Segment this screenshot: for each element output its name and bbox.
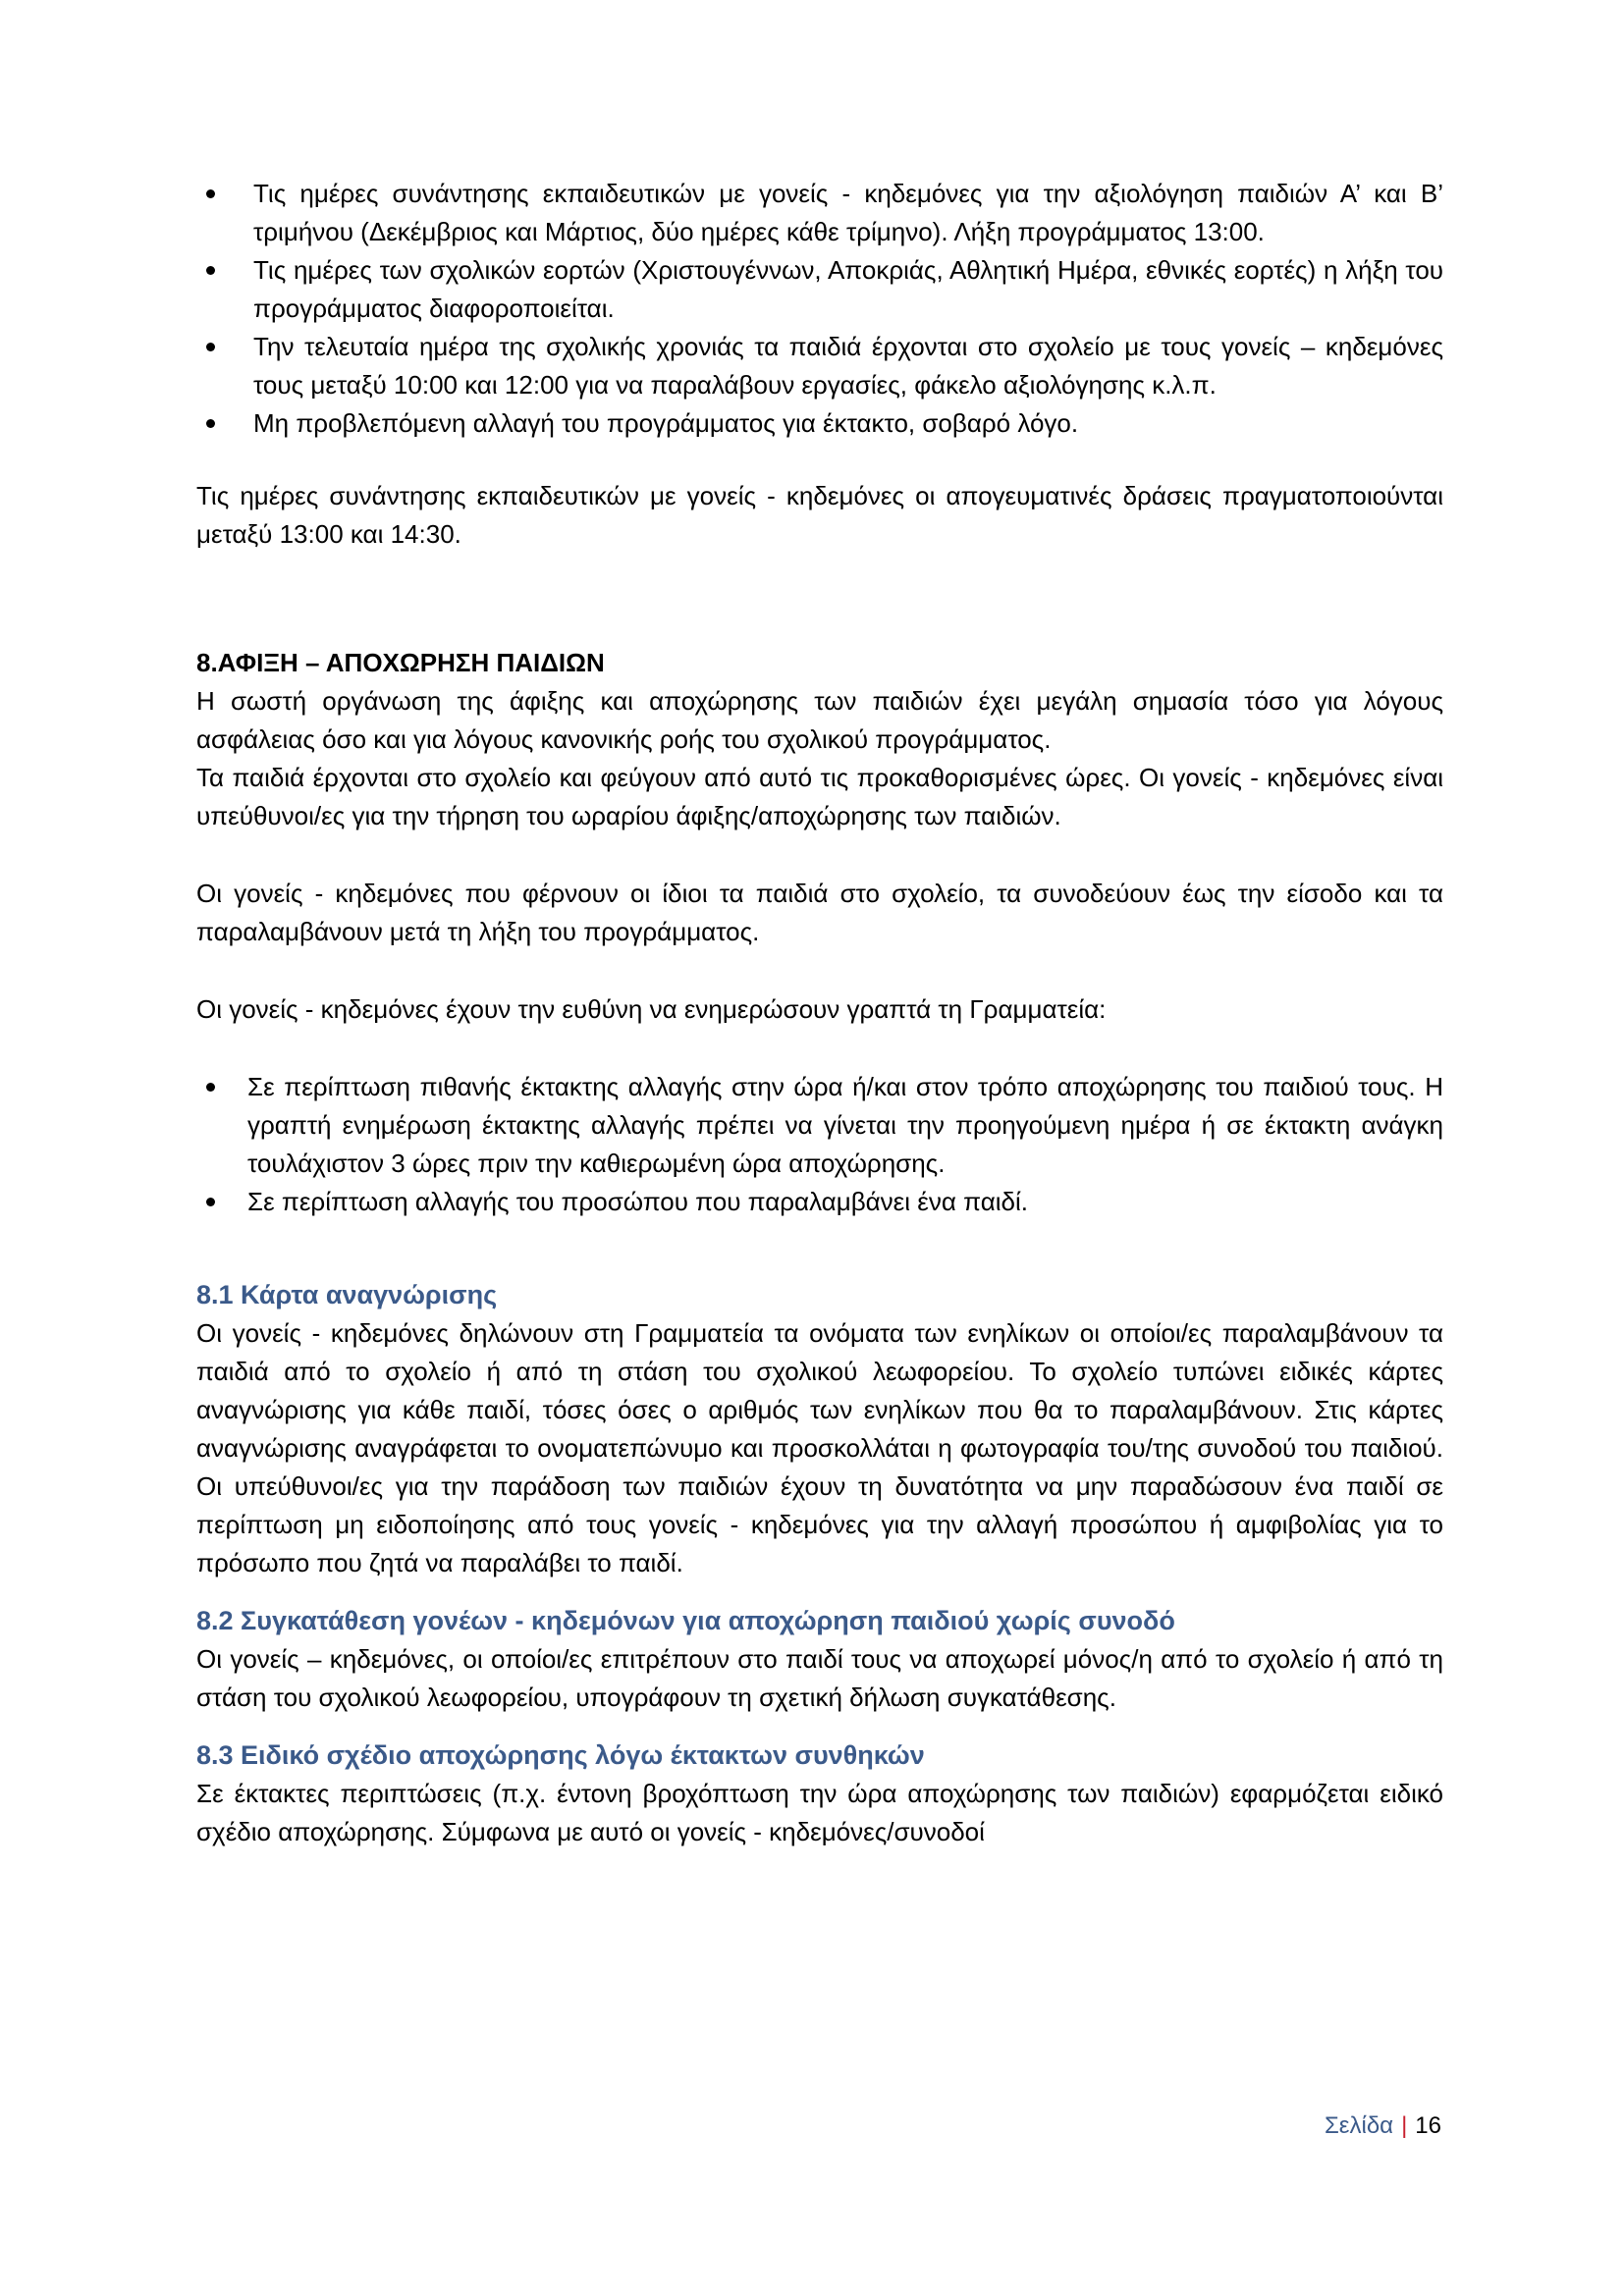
section-8-paragraph-2: Τα παιδιά έρχονται στο σχολείο και φεύγουν από αυτό τις προκαθορισμένες ώρες. Οι γονείς - κηδεμόνες είναι υπεύθυνοι/ες για την τήρηση του ωραρίου άφιξης/αποχώρησης των παιδιών.: [196, 763, 1443, 830]
bullet-icon: [206, 1083, 215, 1092]
bullet-icon: [206, 1198, 215, 1206]
bullet-icon: [206, 189, 215, 198]
list-item: [196, 404, 1443, 443]
bullet-icon: [206, 343, 215, 351]
list-item: [196, 175, 1443, 251]
list-item: [196, 328, 1443, 404]
subsection-8-3-title: 8.3 Ειδικό σχέδιο αποχώρησης λόγω έκτακτων συνθηκών: [196, 1740, 925, 1770]
subsection-8-2-title: 8.2 Συγκατάθεση γονέων - κηδεμόνων για αποχώρηση παιδιού χωρίς συνοδό: [196, 1606, 1175, 1635]
section-8-title: 8.ΑΦΙΞΗ – ΑΠΟΧΩΡΗΣΗ ΠΑΙΔΙΩΝ: [196, 648, 605, 677]
bullet-icon: [206, 419, 215, 428]
list-item-text: Σε περίπτωση πιθανής έκτακτης αλλαγής στην ώρα ή/και στον τρόπο αποχώρησης του παιδιού τους. Η γραπτή ενημέρωση έκτακτης αλλαγής πρέπει να γίνεται την προηγούμενη ημέρα ή σε έκτακτη ανάγκη τουλάχιστον 3 ώρες πριν την καθιερωμένη ώρα αποχώρησης.: [247, 1072, 1443, 1178]
section-8-paragraph-3: Οι γονείς - κηδεμόνες που φέρνουν οι ίδιοι τα παιδιά στο σχολείο, τα συνοδεύουν έως την είσοδο και τα παραλαμβάνουν μετά τη λήξη του προγράμματος.: [196, 879, 1443, 946]
document-page: [196, 175, 1443, 1851]
list-item-text: Σε περίπτωση αλλαγής του προσώπου που παραλαμβάνει ένα παιδί.: [247, 1187, 1028, 1216]
list-item-text: Τις ημέρες των σχολικών εορτών (Χριστουγέννων, Αποκριάς, Αθλητική Ημέρα, εθνικές εορτές) η λήξη του προγράμματος διαφοροποιείται.: [253, 255, 1443, 323]
subsection-8-3-text: Σε έκτακτες περιπτώσεις (π.χ. έντονη βροχόπτωση την ώρα αποχώρησης των παιδιών) εφαρμόζεται ειδικό σχέδιο αποχώρησης. Σύμφωνα με αυτό οι γονείς - κηδεμόνες/συνοδοί: [196, 1779, 1443, 1846]
page-label: Σελίδα: [1324, 2112, 1394, 2139]
paragraph-meetings: Τις ημέρες συνάντησης εκπαιδευτικών με γονείς - κηδεμόνες οι απογευματινές δράσεις πραγματοποιούνται μεταξύ 13:00 και 14:30.: [196, 481, 1443, 549]
list-item-text: Μη προβλεπόμενη αλλαγή του προγράμματος για έκτακτο, σοβαρό λόγο.: [253, 408, 1079, 438]
page-number: 16: [1415, 2112, 1441, 2139]
list-item: [196, 1183, 1443, 1221]
bullet-icon: [206, 266, 215, 275]
page-footer: [1325, 2112, 1441, 2140]
footer-separator: |: [1401, 2112, 1408, 2139]
subsection-8-1-text: Οι γονείς - κηδεμόνες δηλώνουν στη Γραμματεία τα ονόματα των ενηλίκων οι οποίοι/ες παραλαμβάνουν τα παιδιά από το σχολείο ή από τη στάση του σχολικού λεωφορείου. Το σχολείο τυπώνει ειδικές κάρτες αναγνώρισης για κάθε παιδί, τόσες όσες ο αριθμός των ενηλίκων που θα το παραλαμβάνουν. Στις κάρτες αναγνώρισης αναγράφεται το ονοματεπώνυμο και προσκολλάται η φωτογραφία του/της συνοδού του παιδιού. Οι υπεύθυνοι/ες για την παράδοση των παιδιών έχουν τη δυνατότητα να μην παραδώσουν ένα παιδί σε περίπτωση μη ειδοποίησης από τους γονείς - κηδεμόνες για την αλλαγή προσώπου ή αμφιβολίας για το πρόσωπο που ζητά να παραλάβει το παιδί.: [196, 1318, 1443, 1577]
list-item: [196, 251, 1443, 328]
section-8-paragraph-1: Η σωστή οργάνωση της άφιξης και αποχώρησης των παιδιών έχει μεγάλη σημασία τόσο για λόγους ασφάλειας όσο και για λόγους κανονικής ροής του σχολικού προγράμματος.: [196, 686, 1443, 754]
bullet-list-notify: [196, 1068, 1443, 1221]
bullet-list-exceptions: [196, 175, 1443, 443]
subsection-8-2-text: Οι γονείς – κηδεμόνες, οι οποίοι/ες επιτρέπουν στο παιδί τους να αποχωρεί μόνος/η από το σχολείο ή από τη στάση του σχολικού λεωφορείου, υπογράφουν τη σχετική δήλωση συγκατάθεσης.: [196, 1644, 1443, 1712]
subsection-8-1-title: 8.1 Κάρτα αναγνώρισης: [196, 1280, 498, 1309]
list-item-text: Τις ημέρες συνάντησης εκπαιδευτικών με γονείς - κηδεμόνες για την αξιολόγηση παιδιών Α’ και Β’ τριμήνου (Δεκέμβριος και Μάρτιος, δύο ημέρες κάθε τρίμηνο). Λήξη προγράμματος 13:00.: [253, 179, 1443, 246]
list-item-text: Την τελευταία ημέρα της σχολικής χρονιάς τα παιδιά έρχονται στο σχολείο με τους γονείς – κηδεμόνες τους μεταξύ 10:00 και 12:00 για να παραλάβουν εργασίες, φάκελο αξιολόγησης κ.λ.π.: [253, 332, 1443, 400]
list-item: [196, 1068, 1443, 1183]
section-8-paragraph-4: Οι γονείς - κηδεμόνες έχουν την ευθύνη να ενημερώσουν γραπτά τη Γραμματεία:: [196, 994, 1107, 1024]
